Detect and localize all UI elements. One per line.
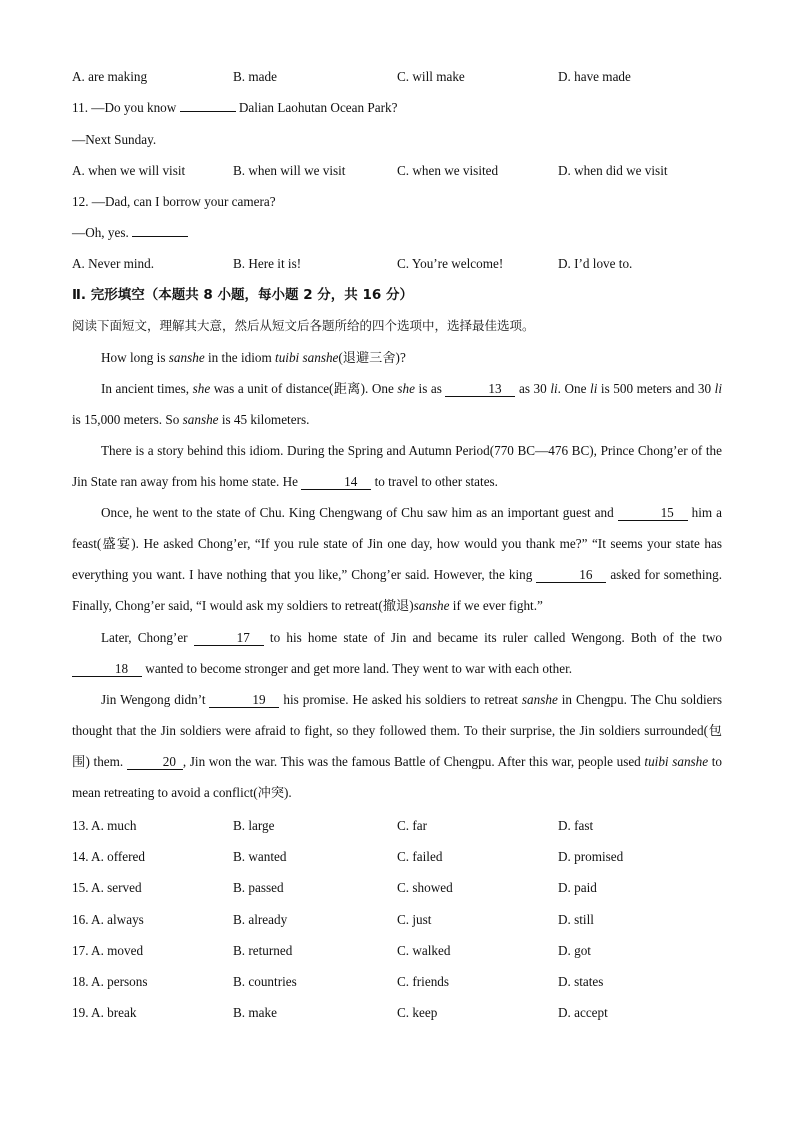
q11-answer: —Next Sunday. (72, 132, 157, 147)
section-instruction: 阅读下面短文，理解其大意，然后从短文后各题所给的四个选项中，选择最佳选项。 (72, 318, 535, 333)
option-14-b: B. wanted (233, 849, 287, 864)
option-13-c: C. far (397, 818, 428, 833)
q12-option-d: D. I’d love to. (558, 256, 633, 271)
option-19-a: 19. A. break (72, 1005, 137, 1020)
passage-paragraph-2: In ancient times, she was a unit of distance(距离). One she is as 13 as 30 li. One li is 500 meters and 30 li is 15,000 meters. So sanshe is 45 kilometers. (72, 381, 722, 427)
option-13-d: D. fast (558, 818, 594, 833)
passage-paragraph-6: Jin Wengong didn’t 19 his promise. He asked his soldiers to retreat sanshe in Chengpu. The Chu soldiers thought that the Jin soldiers were afraid to fight, so they followed them. To their surprise, the Jin soldiers surrounded(包围) them. 20 , Jin won the war. This was the famous Battle of Chengpu. After this war, people used tuibi sanshe to mean retreating to avoid a conflict(冲突). (72, 692, 723, 800)
option-16-a: 16. A. always (72, 912, 144, 927)
option-15-d: D. paid (558, 880, 597, 895)
option-16-c: C. just (397, 912, 432, 927)
q12-option-a: A. Never mind. (72, 256, 155, 271)
blank-13: 13 (445, 381, 515, 397)
q12-stem: 12. —Dad, can I borrow your camera? (72, 194, 276, 209)
section-title: Ⅱ. 完形填空（本题共 8 小题，每小题 2 分，共 16 分） (72, 287, 413, 303)
q11-option-b: B. when will we visit (233, 163, 346, 178)
option-14-d: D. promised (558, 849, 624, 864)
passage-paragraph-5: Later, Chong’er 17 to his home state of Jin and became its ruler called Wengong. Both of the two 18 wanted to become stronger and get more land. They went to war with each other. (72, 622, 722, 684)
q10-option-c: C. will make (397, 69, 465, 84)
q12-answer: —Oh, yes. (72, 224, 722, 242)
q11-option-d: D. when did we visit (558, 163, 668, 178)
q10-option-d: D. have made (558, 69, 631, 84)
option-18-a: 18. A. persons (72, 974, 148, 989)
option-19-d: D. accept (558, 1005, 608, 1020)
option-17-a: 17. A. moved (72, 943, 144, 958)
option-17-c: C. walked (397, 943, 451, 958)
option-14-a: 14. A. offered (72, 849, 146, 864)
option-15-a: 15. A. served (72, 880, 142, 895)
passage-paragraph-1: How long is sanshe in the idiom tuibi sanshe(退避三舍)? (101, 350, 406, 365)
option-15-c: C. showed (397, 880, 453, 895)
option-15-b: B. passed (233, 880, 284, 895)
q11-option-c: C. when we visited (397, 163, 499, 178)
q10-option-b: B. made (233, 69, 277, 84)
option-19-c: C. keep (397, 1005, 438, 1020)
passage-paragraph-4: Once, he went to the state of Chu. King Chengwang of Chu saw him as an important guest and 15 him a feast(盛宴). He asked Chong’er, “If you rule state of Jin one day, how would you thank me?” “It seems your state has everything you want. I have nothing that you like,” Chong’er said. However, the king 16 asked for something. Finally, Chong’er said, “I would ask my soldiers to retreat(撤退)sanshe if we ever fight.” (72, 505, 722, 613)
option-14-c: C. failed (397, 849, 443, 864)
blank-17: 17 (194, 630, 264, 646)
q11-option-a: A. when we will visit (72, 163, 186, 178)
q11-stem: 11. —Do you know Dalian Laohutan Ocean Park? (72, 100, 398, 115)
option-17-b: B. returned (233, 943, 293, 958)
q12-option-c: C. You’re welcome! (397, 256, 504, 271)
q11-blank (180, 111, 236, 112)
option-17-d: D. got (558, 943, 591, 958)
option-13-b: B. large (233, 818, 275, 833)
blank-19: 19 (209, 692, 279, 708)
option-18-b: B. countries (233, 974, 297, 989)
q10-option-a: A. are making (72, 69, 148, 84)
option-18-d: D. states (558, 974, 604, 989)
option-16-d: D. still (558, 912, 594, 927)
option-18-c: C. friends (397, 974, 450, 989)
blank-20: 20 (127, 754, 183, 770)
blank-15: 15 (618, 505, 688, 521)
q12-blank (132, 236, 188, 237)
option-13-a: 13. A. much (72, 818, 137, 833)
blank-14: 14 (301, 474, 371, 490)
passage-paragraph-3: There is a story behind this idiom. During the Spring and Autumn Period(770 BC—476 BC), Prince Chong’er of the Jin State ran away from his home state. He 14 to travel to other states. (72, 443, 722, 489)
blank-16: 16 (536, 567, 606, 583)
blank-18: 18 (72, 661, 142, 677)
option-16-b: B. already (233, 912, 288, 927)
option-19-b: B. make (233, 1005, 277, 1020)
q12-option-b: B. Here it is! (233, 256, 302, 271)
